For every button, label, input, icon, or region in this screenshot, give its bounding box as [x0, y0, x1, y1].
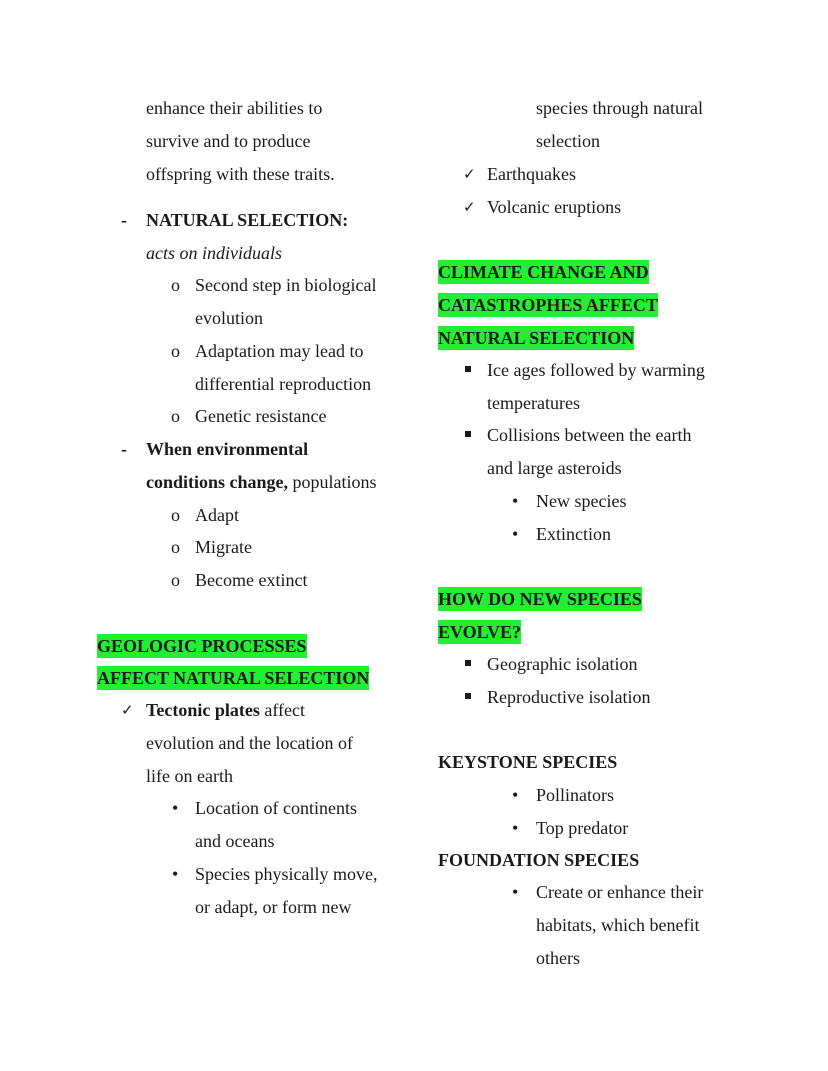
list-item: Genetic resistance	[195, 406, 327, 426]
list-item: Location of continents	[195, 798, 357, 818]
tectonic-bold: Tectonic plates	[146, 700, 260, 720]
list-item: and oceans	[195, 831, 275, 851]
list-item: evolution	[195, 308, 263, 328]
highlight: HOW DO NEW SPECIES	[438, 589, 642, 609]
check-icon: ✓	[463, 198, 476, 216]
list-item: New species	[536, 491, 627, 511]
intro-line: survive and to produce	[146, 131, 311, 151]
section-heading	[438, 588, 642, 610]
tectonic-line	[146, 699, 305, 721]
square-bullet	[465, 693, 471, 699]
list-item: Volcanic eruptions	[487, 197, 622, 217]
intro-line: offspring with these traits.	[146, 164, 335, 184]
bullet: •	[512, 491, 519, 511]
tectonic-rest: affect	[259, 700, 305, 720]
highlight: EVOLVE?	[438, 622, 522, 642]
list-item: Become extinct	[195, 570, 308, 590]
list-item: Collisions between the earth	[487, 425, 692, 445]
environment-rest: populations	[288, 472, 377, 492]
tectonic-line: life on earth	[146, 766, 233, 786]
section-heading	[438, 261, 649, 283]
section-heading	[438, 621, 521, 643]
highlight: CLIMATE CHANGE AND	[438, 262, 649, 282]
environment-line	[146, 471, 377, 493]
section-heading	[438, 294, 658, 316]
list-item: Extinction	[536, 524, 611, 544]
list-item: and large asteroids	[487, 458, 622, 478]
keystone-heading: KEYSTONE SPECIES	[438, 752, 618, 772]
list-item: Reproductive isolation	[487, 687, 651, 707]
bullet: •	[172, 798, 179, 818]
continued-line: species through natural	[536, 98, 703, 118]
list-item: Adaptation may lead to	[195, 341, 364, 361]
circle-bullet: o	[171, 570, 180, 590]
list-item: temperatures	[487, 393, 580, 413]
square-bullet	[465, 660, 471, 666]
list-item: Geographic isolation	[487, 654, 638, 674]
list-item: Species physically move,	[195, 864, 378, 884]
list-item: Earthquakes	[487, 164, 576, 184]
list-item: or adapt, or form new	[195, 897, 352, 917]
natural-selection-subtitle: acts on individuals	[146, 243, 282, 263]
foundation-heading: FOUNDATION SPECIES	[438, 850, 640, 870]
highlight: GEOLOGIC PROCESSES	[97, 636, 307, 656]
section-heading	[97, 667, 369, 689]
dash-bullet: -	[121, 210, 127, 230]
bullet: •	[512, 785, 519, 805]
circle-bullet: o	[171, 537, 180, 557]
highlight: NATURAL SELECTION	[438, 328, 635, 348]
bullet: •	[512, 524, 519, 544]
intro-line: enhance their abilities to	[146, 98, 323, 118]
list-item: others	[536, 948, 580, 968]
list-item: Create or enhance their	[536, 882, 704, 902]
highlight: CATASTROPHES AFFECT	[438, 295, 658, 315]
section-heading	[438, 327, 634, 349]
list-item: differential reproduction	[195, 374, 372, 394]
list-item: Ice ages followed by warming	[487, 360, 705, 380]
section-heading	[97, 635, 307, 657]
list-item: Top predator	[536, 818, 629, 838]
highlight: AFFECT NATURAL SELECTION	[97, 668, 370, 688]
square-bullet	[465, 431, 471, 437]
circle-bullet: o	[171, 406, 180, 426]
list-item: Migrate	[195, 537, 252, 557]
circle-bullet: o	[171, 341, 180, 361]
environment-heading: When environmental	[146, 439, 309, 459]
check-icon: ✓	[121, 701, 134, 719]
natural-selection-title: NATURAL SELECTION:	[146, 210, 349, 230]
list-item: Pollinators	[536, 785, 615, 805]
list-item: Second step in biological	[195, 275, 377, 295]
bullet: •	[512, 818, 519, 838]
bullet: •	[512, 882, 519, 902]
bullet: •	[172, 864, 179, 884]
check-icon: ✓	[463, 165, 476, 183]
circle-bullet: o	[171, 275, 180, 295]
list-item: habitats, which benefit	[536, 915, 700, 935]
square-bullet	[465, 366, 471, 372]
circle-bullet: o	[171, 505, 180, 525]
tectonic-line: evolution and the location of	[146, 733, 353, 753]
continued-line: selection	[536, 131, 600, 151]
dash-bullet: -	[121, 439, 127, 459]
list-item: Adapt	[195, 505, 239, 525]
environment-bold: conditions change,	[146, 472, 289, 492]
